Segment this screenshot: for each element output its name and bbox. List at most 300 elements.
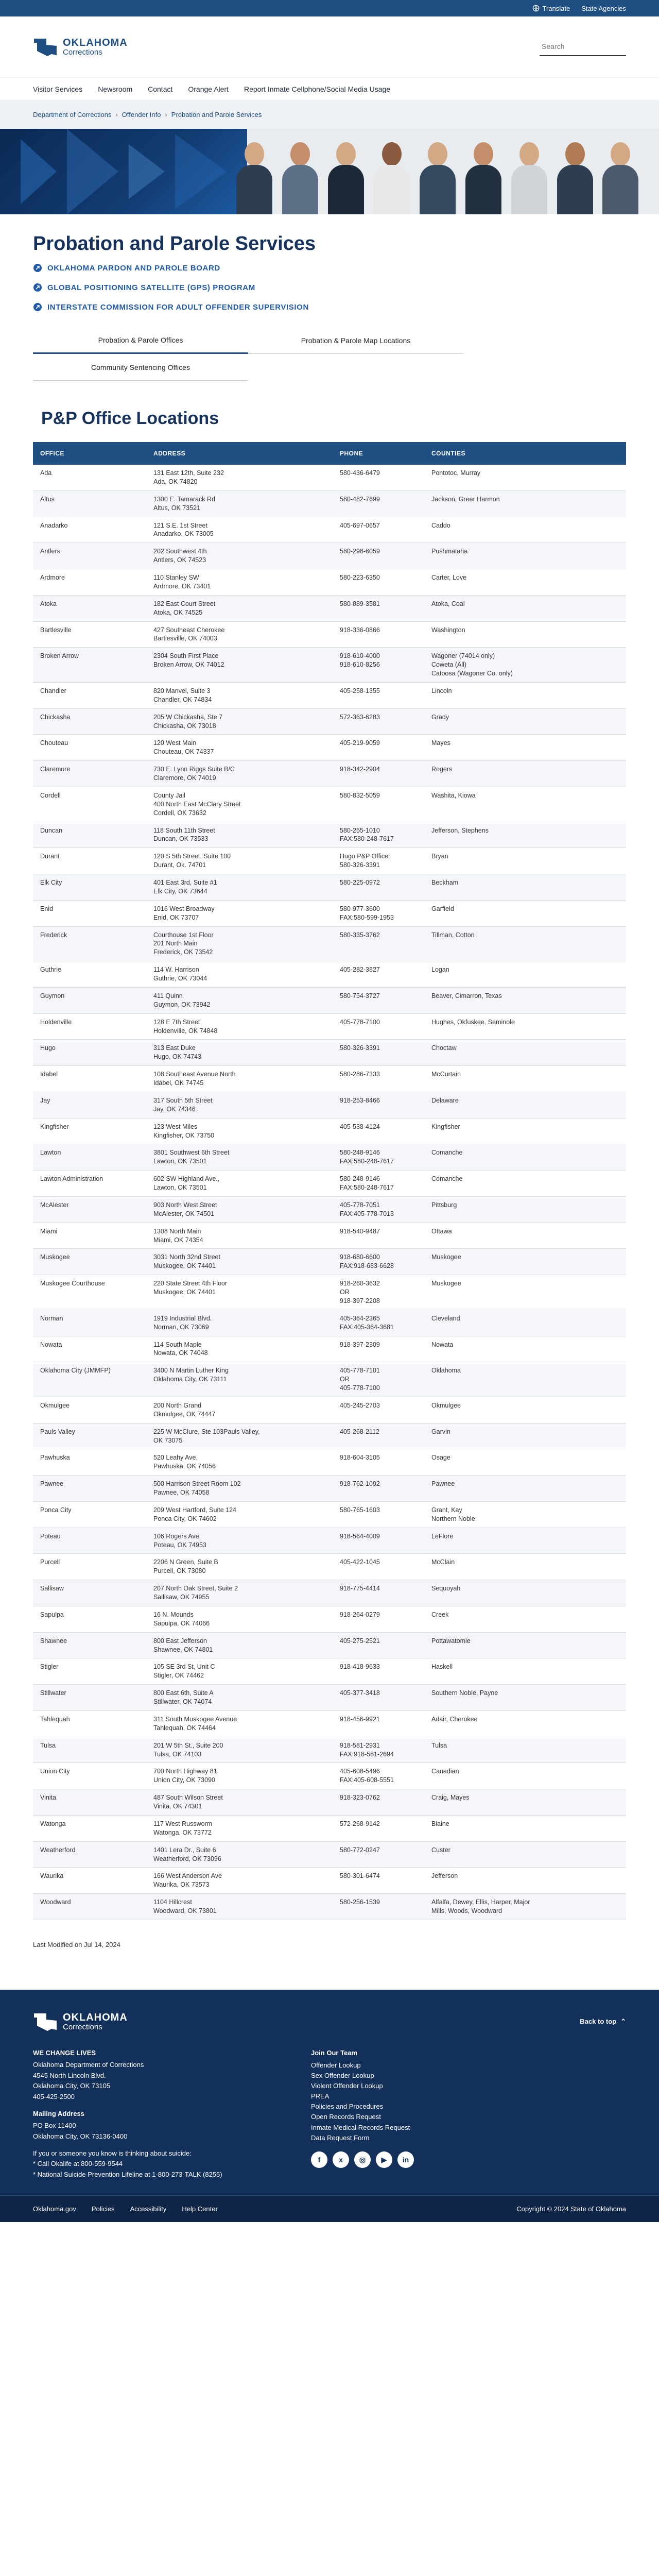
breadcrumb-item-offender-info[interactable]: Offender Info: [122, 110, 161, 118]
breadcrumb-separator-icon: ›: [115, 110, 118, 118]
phone-cell[interactable]: Hugo P&P Office: 580-326-3391: [333, 848, 424, 874]
address-cell: 602 SW Highland Ave., Lawton, OK 73501: [146, 1171, 333, 1197]
address-cell: 166 West Anderson Ave Waurika, OK 73573: [146, 1868, 333, 1894]
table-row: [33, 1580, 626, 1606]
table-row: [33, 761, 626, 787]
office-name-cell: Pauls Valley: [33, 1423, 146, 1449]
phone-cell[interactable]: 405-778-7100: [333, 1013, 424, 1040]
table-row: [33, 874, 626, 901]
counties-cell: Mayes: [424, 735, 626, 761]
address-cell: 903 North West Street McAlester, OK 74501: [146, 1196, 333, 1223]
footer-phone[interactable]: 405-425-2500: [33, 2093, 75, 2101]
phone-cell[interactable]: 580-256-1539: [333, 1894, 424, 1920]
office-name-cell: Shawnee: [33, 1632, 146, 1658]
counties-cell: Cleveland: [424, 1310, 626, 1336]
footer-link-offender-lookup[interactable]: Offender Lookup: [311, 2061, 361, 2069]
site-logo[interactable]: [33, 36, 128, 58]
breadcrumb-item-doc[interactable]: Department of Corrections: [33, 110, 112, 118]
phone-cell[interactable]: 580-335-3762: [333, 926, 424, 961]
main-content: [0, 214, 659, 1990]
table-row: [33, 595, 626, 621]
table-row: [33, 1423, 626, 1449]
table-row: [33, 1118, 626, 1144]
phone-cell[interactable]: 580-225-0972: [333, 874, 424, 901]
copyright: Copyright © 2024 State of Oklahoma: [516, 2205, 626, 2213]
address-cell: 3031 North 32nd Street Muskogee, OK 74401: [146, 1249, 333, 1275]
phone-cell[interactable]: 918-260-3632 OR 918-397-2208: [333, 1275, 424, 1310]
nav-report-cellphone[interactable]: Report Inmate Cellphone/Social Media Usage: [244, 84, 391, 93]
phone-cell[interactable]: 580-248-9146 FAX:580-248-7617: [333, 1144, 424, 1171]
office-name-cell: Pawhuska: [33, 1449, 146, 1476]
counties-cell: Pawnee: [424, 1476, 626, 1502]
phone-cell[interactable]: 405-245-2703: [333, 1397, 424, 1423]
phone-cell[interactable]: 580-436-6479: [333, 465, 424, 490]
phone-cell[interactable]: 918-264-0279: [333, 1606, 424, 1632]
footer-link-medical-records[interactable]: Inmate Medical Records Request: [311, 2123, 410, 2131]
phone-cell[interactable]: 405-697-0657: [333, 517, 424, 543]
phone-cell[interactable]: 405-268-2112: [333, 1423, 424, 1449]
address-cell: 114 South Maple Nowata, OK 74048: [146, 1336, 333, 1362]
table-row: [33, 987, 626, 1013]
phone-cell[interactable]: 918-540-9487: [333, 1223, 424, 1249]
breadcrumb-separator-icon: ›: [165, 110, 167, 118]
counties-cell: Pottawatomie: [424, 1632, 626, 1658]
office-name-cell: Muskogee: [33, 1249, 146, 1275]
phone-cell[interactable]: 580-772-0247: [333, 1841, 424, 1868]
office-name-cell: Lawton Administration: [33, 1171, 146, 1197]
office-name-cell: Union City: [33, 1763, 146, 1789]
counties-cell: Garvin: [424, 1423, 626, 1449]
office-name-cell: Durant: [33, 848, 146, 874]
translate-link[interactable]: [532, 5, 570, 12]
facebook-icon[interactable]: f: [311, 2151, 327, 2168]
address-cell: 202 Southwest 4th Antlers, OK 74523: [146, 543, 333, 569]
footer-link-open-records[interactable]: Open Records Request: [311, 2113, 381, 2121]
address-cell: 117 West Russworm Watonga, OK 73772: [146, 1815, 333, 1841]
footer-okalife: * Call Okalife at 800-559-9544: [33, 2160, 123, 2168]
office-name-cell: Waurika: [33, 1868, 146, 1894]
phone-cell[interactable]: 580-326-3391: [333, 1040, 424, 1066]
address-cell: County Jail 400 North East McClary Street Cordell, OK 73632: [146, 787, 333, 822]
table-row: [33, 1841, 626, 1868]
office-name-cell: Stillwater: [33, 1685, 146, 1711]
address-cell: 123 West Miles Kingfisher, OK 73750: [146, 1118, 333, 1144]
phone-cell[interactable]: 405-275-2521: [333, 1632, 424, 1658]
table-row: [33, 1710, 626, 1737]
counties-cell: Muskogee: [424, 1275, 626, 1310]
table-row: [33, 1554, 626, 1580]
office-name-cell: Broken Arrow: [33, 648, 146, 683]
nav-contact[interactable]: Contact: [148, 84, 173, 93]
link-label: GLOBAL POSITIONING SATELLITE (GPS) PROGRAM: [47, 283, 255, 292]
table-row: [33, 1336, 626, 1362]
counties-cell: Nowata: [424, 1336, 626, 1362]
phone-cell[interactable]: 405-377-3418: [333, 1685, 424, 1711]
phone-cell[interactable]: 918-680-6600 FAX:918-683-6628: [333, 1249, 424, 1275]
footer-logo-line2: Corrections: [63, 2022, 102, 2031]
address-cell: 3801 Southwest 6th Street Lawton, OK 73501: [146, 1144, 333, 1171]
counties-cell: Lincoln: [424, 682, 626, 708]
link-interstate-commission[interactable]: [33, 302, 626, 312]
phone-cell[interactable]: 405-364-2365 FAX:405-364-3681: [333, 1310, 424, 1336]
office-name-cell: Lawton: [33, 1144, 146, 1171]
phone-cell[interactable]: 918-456-9921: [333, 1710, 424, 1737]
table-row: [33, 517, 626, 543]
office-name-cell: Guthrie: [33, 961, 146, 988]
nav-newsroom[interactable]: Newsroom: [98, 84, 133, 93]
counties-cell: Tulsa: [424, 1737, 626, 1763]
footer-link-data-request[interactable]: Data Request Form: [311, 2133, 370, 2142]
footer-logo-line1: OKLAHOMA: [63, 2011, 128, 2023]
footer-mailing-line: Oklahoma City, OK 73136-0400: [33, 2132, 128, 2140]
counties-cell: Craig, Mayes: [424, 1789, 626, 1816]
address-cell: 1016 West Broadway Enid, OK 73707: [146, 900, 333, 926]
counties-cell: Ottawa: [424, 1223, 626, 1249]
column-header-address: ADDRESS: [146, 442, 333, 465]
phone-cell[interactable]: 580-255-1010 FAX:580-248-7617: [333, 822, 424, 848]
address-cell: 800 East Jefferson Shawnee, OK 74801: [146, 1632, 333, 1658]
table-row: [33, 621, 626, 648]
tab-community-sentencing[interactable]: Community Sentencing Offices: [33, 354, 248, 381]
counties-cell: Wagoner (74014 only) Coweta (All) Catoosa (Wagoner Co. only): [424, 648, 626, 683]
address-cell: 1308 North Main Miami, OK 74354: [146, 1223, 333, 1249]
phone-cell[interactable]: 572-268-9142: [333, 1815, 424, 1841]
back-to-top-button[interactable]: [580, 2018, 626, 2026]
phone-cell[interactable]: 405-219-9059: [333, 735, 424, 761]
office-name-cell: Idabel: [33, 1066, 146, 1092]
office-name-cell: McAlester: [33, 1196, 146, 1223]
counties-cell: Pittsburg: [424, 1196, 626, 1223]
hero-graphic: [0, 129, 247, 214]
column-header-counties: COUNTIES: [424, 442, 626, 465]
address-cell: 800 East 6th, Suite A Stillwater, OK 74074: [146, 1685, 333, 1711]
office-name-cell: Kingfisher: [33, 1118, 146, 1144]
hero-people-photo: [216, 129, 659, 214]
site-footer: [0, 1990, 659, 2195]
counties-cell: Logan: [424, 961, 626, 988]
office-name-cell: Ada: [33, 465, 146, 490]
address-cell: 311 South Muskogee Avenue Tahlequah, OK 74464: [146, 1710, 333, 1737]
counties-cell: Muskogee: [424, 1249, 626, 1275]
footer-mailing-title: Mailing Address: [33, 2110, 84, 2118]
counties-cell: Caddo: [424, 517, 626, 543]
footer-lifeline: * National Suicide Prevention Lifeline at 1-800-273-TALK (8255): [33, 2171, 222, 2179]
phone-cell[interactable]: 405-258-1355: [333, 682, 424, 708]
counties-cell: Grant, Kay Northern Noble: [424, 1501, 626, 1528]
office-name-cell: Frederick: [33, 926, 146, 961]
address-cell: 313 East Duke Hugo, OK 74743: [146, 1040, 333, 1066]
phone-cell[interactable]: 580-977-3600 FAX:580-599-1953: [333, 900, 424, 926]
phone-cell[interactable]: 918-581-2931 FAX:918-581-2694: [333, 1737, 424, 1763]
address-cell: 105 SE 3rd St, Unit C Stigler, OK 74462: [146, 1658, 333, 1685]
phone-cell[interactable]: 580-765-1603: [333, 1501, 424, 1528]
office-name-cell: Holdenville: [33, 1013, 146, 1040]
office-name-cell: Jay: [33, 1092, 146, 1118]
phone-cell[interactable]: 580-286-7333: [333, 1066, 424, 1092]
link-gps-program[interactable]: [33, 283, 626, 292]
address-cell: 106 Rogers Ave. Poteau, OK 74953: [146, 1528, 333, 1554]
footer-link-sex-offender-lookup[interactable]: Sex Offender Lookup: [311, 2071, 374, 2079]
counties-cell: McClain: [424, 1554, 626, 1580]
counties-cell: Garfield: [424, 900, 626, 926]
nav-orange-alert[interactable]: Orange Alert: [188, 84, 229, 93]
table-row: [33, 1476, 626, 1502]
counties-cell: Haskell: [424, 1658, 626, 1685]
counties-cell: Comanche: [424, 1144, 626, 1171]
chevron-up-icon: ⌃: [620, 2017, 626, 2025]
table-row: [33, 1763, 626, 1789]
office-name-cell: Nowata: [33, 1336, 146, 1362]
address-cell: 2304 South First Place Broken Arrow, OK 74012: [146, 648, 333, 683]
address-cell: 118 South 11th Street Duncan, OK 73533: [146, 822, 333, 848]
counties-cell: Atoka, Coal: [424, 595, 626, 621]
phone-cell[interactable]: 405-538-4124: [333, 1118, 424, 1144]
address-cell: 225 W McClure, Ste 103Pauls Valley, OK 73075: [146, 1423, 333, 1449]
table-row: [33, 1737, 626, 1763]
table-row: [33, 900, 626, 926]
office-table-body: [33, 465, 626, 1920]
table-row: [33, 682, 626, 708]
phone-cell[interactable]: 918-564-4009: [333, 1528, 424, 1554]
counties-cell: McCurtain: [424, 1066, 626, 1092]
table-row: [33, 1815, 626, 1841]
bottom-link-accessibility[interactable]: Accessibility: [130, 2205, 167, 2213]
phone-cell[interactable]: 405-778-7101 OR 405-778-7100: [333, 1362, 424, 1397]
table-row: [33, 961, 626, 988]
hero-pattern: [0, 129, 247, 214]
state-agencies-label: State Agencies: [581, 4, 626, 12]
table-row: [33, 1144, 626, 1171]
table-row: [33, 1275, 626, 1310]
counties-cell: Pushmataha: [424, 543, 626, 569]
phone-cell[interactable]: 918-397-2309: [333, 1336, 424, 1362]
table-row: [33, 1362, 626, 1397]
counties-cell: Okmulgee: [424, 1397, 626, 1423]
office-name-cell: Chouteau: [33, 735, 146, 761]
address-cell: 131 East 12th, Suite 232 Ada, OK 74820: [146, 465, 333, 490]
counties-cell: Grady: [424, 708, 626, 735]
office-name-cell: Vinita: [33, 1789, 146, 1816]
table-row: [33, 1449, 626, 1476]
address-cell: Courthouse 1st Floor 201 North Main Frederick, OK 73542: [146, 926, 333, 961]
section-title: P&P Office Locations: [41, 409, 219, 428]
related-links: [33, 263, 626, 312]
phone-cell[interactable]: 580-482-7699: [333, 490, 424, 517]
footer-suicide-note: If you or someone you know is thinking about suicide:: [33, 2149, 192, 2157]
office-name-cell: Bartlesville: [33, 621, 146, 648]
counties-cell: Canadian: [424, 1763, 626, 1789]
table-row: [33, 1092, 626, 1118]
table-row: [33, 735, 626, 761]
phone-cell[interactable]: 580-301-6474: [333, 1868, 424, 1894]
bottom-link-help-center[interactable]: Help Center: [182, 2205, 218, 2213]
translate-label: Translate: [542, 4, 570, 12]
table-row: [33, 490, 626, 517]
phone-cell[interactable]: 918-610-4000 918-610-8256: [333, 648, 424, 683]
external-link-icon: [33, 283, 42, 292]
address-cell: 121 S.E. 1st Street Anadarko, OK 73005: [146, 517, 333, 543]
link-label: OKLAHOMA PARDON AND PAROLE BOARD: [47, 263, 220, 273]
counties-cell: Custer: [424, 1841, 626, 1868]
counties-cell: Jefferson, Stephens: [424, 822, 626, 848]
youtube-icon[interactable]: ▶: [376, 2151, 392, 2168]
instagram-icon[interactable]: ◎: [354, 2151, 371, 2168]
breadcrumb-item-current: Probation and Parole Services: [171, 110, 262, 118]
office-name-cell: Guymon: [33, 987, 146, 1013]
tab-pp-offices[interactable]: Probation & Parole Offices: [33, 327, 248, 354]
address-cell: 209 West Hartford, Suite 124 Ponca City, OK 74602: [146, 1501, 333, 1528]
phone-cell[interactable]: 918-342-2904: [333, 761, 424, 787]
counties-cell: Adair, Cherokee: [424, 1710, 626, 1737]
bottom-link-policies[interactable]: Policies: [91, 2205, 115, 2213]
social-links: [311, 2151, 414, 2168]
phone-cell[interactable]: 918-323-0762: [333, 1789, 424, 1816]
office-name-cell: Atoka: [33, 595, 146, 621]
phone-cell[interactable]: 405-422-1045: [333, 1554, 424, 1580]
counties-cell: Oklahoma: [424, 1362, 626, 1397]
address-cell: 3400 N Martin Luther King Oklahoma City, OK 73111: [146, 1362, 333, 1397]
footer-address-line: Oklahoma Department of Corrections: [33, 2060, 144, 2069]
office-name-cell: Sallisaw: [33, 1580, 146, 1606]
office-name-cell: Ponca City: [33, 1501, 146, 1528]
table-row: [33, 1685, 626, 1711]
tab-bar: [33, 327, 626, 381]
phone-cell[interactable]: 580-298-6059: [333, 543, 424, 569]
phone-cell[interactable]: 580-832-5059: [333, 787, 424, 822]
phone-cell[interactable]: 405-282-3827: [333, 961, 424, 988]
last-modified: Last Modified on Jul 14, 2024: [33, 1940, 120, 1948]
counties-cell: Osage: [424, 1449, 626, 1476]
globe-icon: [532, 5, 540, 12]
counties-cell: Jackson, Greer Harmon: [424, 490, 626, 517]
search-input[interactable]: [540, 40, 637, 53]
x-twitter-icon[interactable]: x: [333, 2151, 349, 2168]
address-cell: 220 State Street 4th Floor Muskogee, OK 74401: [146, 1275, 333, 1310]
counties-cell: Jefferson: [424, 1868, 626, 1894]
office-name-cell: Altus: [33, 490, 146, 517]
footer-link-prea[interactable]: PREA: [311, 2092, 330, 2100]
site-header: [0, 16, 659, 77]
logo-line1: OKLAHOMA: [63, 37, 128, 48]
nav-visitor-services[interactable]: Visitor Services: [33, 84, 83, 93]
office-name-cell: Antlers: [33, 543, 146, 569]
office-name-cell: Duncan: [33, 822, 146, 848]
counties-cell: Alfalfa, Dewey, Ellis, Harper, Major Mills, Woods, Woodward: [424, 1894, 626, 1920]
office-name-cell: Purcell: [33, 1554, 146, 1580]
tab-pp-map[interactable]: Probation & Parole Map Locations: [248, 327, 463, 354]
table-row: [33, 569, 626, 596]
address-cell: 487 South Wilson Street Vinita, OK 74301: [146, 1789, 333, 1816]
table-row: [33, 1789, 626, 1816]
counties-cell: Delaware: [424, 1092, 626, 1118]
footer-link-violent-offender-lookup[interactable]: Violent Offender Lookup: [311, 2082, 383, 2090]
office-locations-table: [33, 442, 626, 1920]
counties-cell: LeFlore: [424, 1528, 626, 1554]
link-pardon-parole-board[interactable]: [33, 263, 626, 273]
address-cell: 120 West Main Chouteau, OK 74337: [146, 735, 333, 761]
address-cell: 500 Harrison Street Room 102 Pawnee, OK 74058: [146, 1476, 333, 1502]
column-header-phone: PHONE: [333, 442, 424, 465]
footer-logo[interactable]: [33, 2010, 128, 2033]
external-link-icon: [33, 263, 42, 273]
address-cell: 207 North Oak Street, Suite 2 Sallisaw, OK 74955: [146, 1580, 333, 1606]
state-agencies-link[interactable]: [581, 5, 626, 12]
phone-cell[interactable]: 405-778-7051 FAX:405-778-7013: [333, 1196, 424, 1223]
address-cell: 2206 N Green, Suite B Purcell, OK 73080: [146, 1554, 333, 1580]
address-cell: 205 W Chickasha, Ste 7 Chickasha, OK 73018: [146, 708, 333, 735]
office-name-cell: Ardmore: [33, 569, 146, 596]
phone-cell[interactable]: 580-889-3581: [333, 595, 424, 621]
office-name-cell: Muskogee Courthouse: [33, 1275, 146, 1310]
logo-line2: Corrections: [63, 47, 102, 57]
linkedin-icon[interactable]: in: [397, 2151, 414, 2168]
address-cell: 700 North Highway 81 Union City, OK 73090: [146, 1763, 333, 1789]
office-name-cell: Anadarko: [33, 517, 146, 543]
phone-cell[interactable]: 918-418-9633: [333, 1658, 424, 1685]
office-name-cell: Poteau: [33, 1528, 146, 1554]
table-header-row: [33, 442, 626, 465]
counties-cell: Beckham: [424, 874, 626, 901]
office-name-cell: Sapulpa: [33, 1606, 146, 1632]
footer-address-line: 4545 North Lincoln Blvd.: [33, 2071, 106, 2079]
table-row: [33, 1632, 626, 1658]
oklahoma-logo-icon: [33, 36, 58, 58]
office-name-cell: Elk City: [33, 874, 146, 901]
table-row: [33, 708, 626, 735]
phone-cell[interactable]: 405-608-5496 FAX:405-608-5551: [333, 1763, 424, 1789]
counties-cell: Tillman, Cotton: [424, 926, 626, 961]
counties-cell: Washita, Kiowa: [424, 787, 626, 822]
search-box: [540, 38, 626, 56]
address-cell: 128 E 7th Street Holdenville, OK 74848: [146, 1013, 333, 1040]
phone-cell[interactable]: 580-248-9146 FAX:580-248-7617: [333, 1171, 424, 1197]
office-name-cell: Hugo: [33, 1040, 146, 1066]
phone-cell[interactable]: 918-604-3105: [333, 1449, 424, 1476]
table-row: [33, 648, 626, 683]
phone-cell[interactable]: 918-762-1092: [333, 1476, 424, 1502]
address-cell: 182 East Court Street Atoka, OK 74525: [146, 595, 333, 621]
bottom-link-oklahoma-gov[interactable]: Oklahoma.gov: [33, 2205, 76, 2213]
office-name-cell: Chandler: [33, 682, 146, 708]
address-cell: 317 South 5th Street Jay, OK 74346: [146, 1092, 333, 1118]
table-row: [33, 1397, 626, 1423]
footer-link-policies[interactable]: Policies and Procedures: [311, 2103, 384, 2111]
address-cell: 1401 Lera Dr., Suite 6 Weatherford, OK 73096: [146, 1841, 333, 1868]
footer-join-title[interactable]: Join Our Team: [311, 2048, 358, 2057]
counties-cell: Blaine: [424, 1815, 626, 1841]
phone-cell[interactable]: 918-775-4414: [333, 1580, 424, 1606]
phone-cell[interactable]: 580-223-6350: [333, 569, 424, 596]
phone-cell[interactable]: 918-336-0866: [333, 621, 424, 648]
address-cell: 108 Southeast Avenue North Idabel, OK 74745: [146, 1066, 333, 1092]
phone-cell[interactable]: 918-253-8466: [333, 1092, 424, 1118]
address-cell: 200 North Grand Okmulgee, OK 74447: [146, 1397, 333, 1423]
table-row: [33, 926, 626, 961]
oklahoma-logo-icon: [33, 2010, 58, 2033]
address-cell: 427 Southeast Cherokee Bartlesville, OK 74003: [146, 621, 333, 648]
counties-cell: Pontotoc, Murray: [424, 465, 626, 490]
table-row: [33, 1606, 626, 1632]
table-row: [33, 1171, 626, 1197]
address-cell: 120 S 5th Street, Suite 100 Durant, Ok. 74701: [146, 848, 333, 874]
link-label: INTERSTATE COMMISSION FOR ADULT OFFENDER SUPERVISION: [47, 302, 309, 312]
phone-cell[interactable]: 580-754-3727: [333, 987, 424, 1013]
phone-cell[interactable]: 572-363-6283: [333, 708, 424, 735]
office-name-cell: Watonga: [33, 1815, 146, 1841]
address-cell: 411 Quinn Guymon, OK 73942: [146, 987, 333, 1013]
counties-cell: Carter, Love: [424, 569, 626, 596]
office-name-cell: Cordell: [33, 787, 146, 822]
